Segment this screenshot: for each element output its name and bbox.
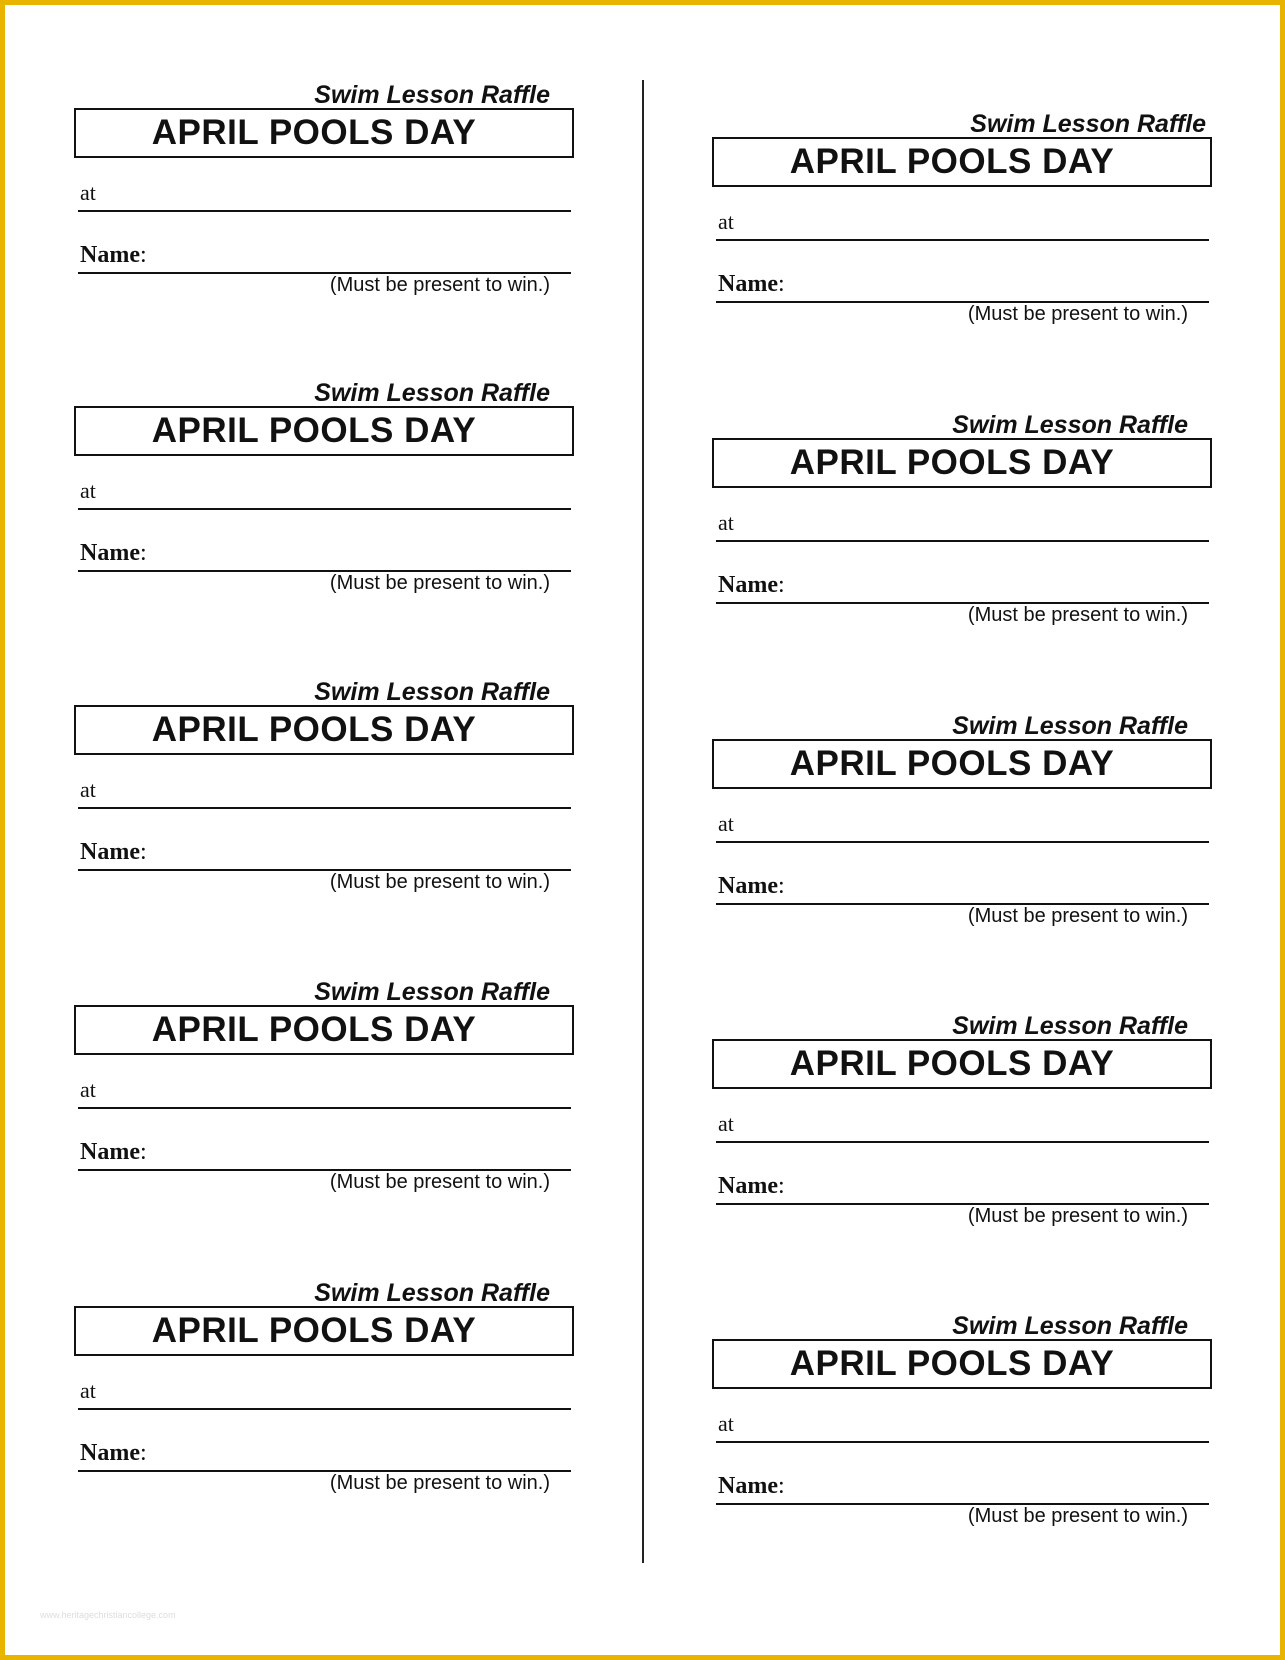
at-line[interactable] [716,841,1209,843]
raffle-heading: Swim Lesson Raffle [952,411,1188,439]
event-title-box [74,108,574,158]
name-label: Name: [80,1440,147,1466]
at-line[interactable] [78,508,571,510]
raffle-heading: Swim Lesson Raffle [314,1279,550,1307]
presence-note: (Must be present to win.) [967,1205,1188,1227]
name-label: Name: [718,873,785,899]
event-title: APRIL POOLS DAY [151,1010,477,1049]
raffle-ticket [712,410,1212,660]
raffle-ticket [74,1278,574,1528]
event-title: APRIL POOLS DAY [789,443,1115,482]
raffle-heading: Swim Lesson Raffle [952,1312,1188,1340]
presence-note: (Must be present to win.) [967,905,1188,927]
at-label: at [80,478,96,503]
watermark: www.heritagechristiancollege.com [40,1610,176,1620]
at-line[interactable] [716,1141,1209,1143]
name-label: Name: [718,1473,785,1499]
at-line[interactable] [78,807,571,809]
event-title: APRIL POOLS DAY [789,1044,1115,1083]
event-title: APRIL POOLS DAY [789,142,1115,181]
event-title-box [712,1339,1212,1389]
event-title-box [74,1005,574,1055]
event-title: APRIL POOLS DAY [151,710,477,749]
name-label: Name: [80,1139,147,1165]
name-label: Name: [718,271,785,297]
at-label: at [80,180,96,205]
event-title: APRIL POOLS DAY [151,113,477,152]
column-divider [642,80,644,1563]
at-label: at [718,1111,734,1136]
presence-note: (Must be present to win.) [329,1472,550,1494]
presence-note: (Must be present to win.) [967,604,1188,626]
raffle-ticket [712,1311,1212,1561]
event-title-box [74,406,574,456]
raffle-heading: Swim Lesson Raffle [952,1012,1188,1040]
presence-note: (Must be present to win.) [329,871,550,893]
name-label: Name: [80,540,147,566]
presence-note: (Must be present to win.) [329,1171,550,1193]
at-line[interactable] [716,540,1209,542]
event-title: APRIL POOLS DAY [151,411,477,450]
raffle-heading: Swim Lesson Raffle [952,712,1188,740]
event-title-box [712,137,1212,187]
at-label: at [80,777,96,802]
raffle-ticket [74,80,574,330]
presence-note: (Must be present to win.) [329,274,550,296]
raffle-ticket [74,677,574,927]
event-title: APRIL POOLS DAY [789,1344,1115,1383]
raffle-heading: Swim Lesson Raffle [314,978,550,1006]
at-line[interactable] [716,1441,1209,1443]
at-label: at [718,510,734,535]
at-label: at [80,1378,96,1403]
event-title-box [712,739,1212,789]
at-line[interactable] [716,239,1209,241]
at-line[interactable] [78,1107,571,1109]
at-line[interactable] [78,210,571,212]
raffle-heading: Swim Lesson Raffle [314,379,550,407]
at-line[interactable] [78,1408,571,1410]
event-title-box [712,438,1212,488]
presence-note: (Must be present to win.) [967,1505,1188,1527]
presence-note: (Must be present to win.) [967,303,1188,325]
raffle-ticket [712,711,1212,961]
event-title-box [74,705,574,755]
event-title: APRIL POOLS DAY [151,1311,477,1350]
event-title: APRIL POOLS DAY [789,744,1115,783]
raffle-heading: Swim Lesson Raffle [314,678,550,706]
raffle-ticket [712,1011,1212,1261]
at-label: at [718,209,734,234]
at-label: at [718,811,734,836]
raffle-ticket [74,977,574,1227]
at-label: at [718,1411,734,1436]
event-title-box [712,1039,1212,1089]
event-title-box [74,1306,574,1356]
raffle-heading: Swim Lesson Raffle [314,81,550,109]
raffle-heading: Swim Lesson Raffle [970,110,1206,138]
raffle-ticket [74,378,574,628]
name-label: Name: [718,572,785,598]
name-label: Name: [80,242,147,268]
at-label: at [80,1077,96,1102]
name-label: Name: [718,1173,785,1199]
presence-note: (Must be present to win.) [329,572,550,594]
raffle-ticket [712,109,1212,359]
name-label: Name: [80,839,147,865]
